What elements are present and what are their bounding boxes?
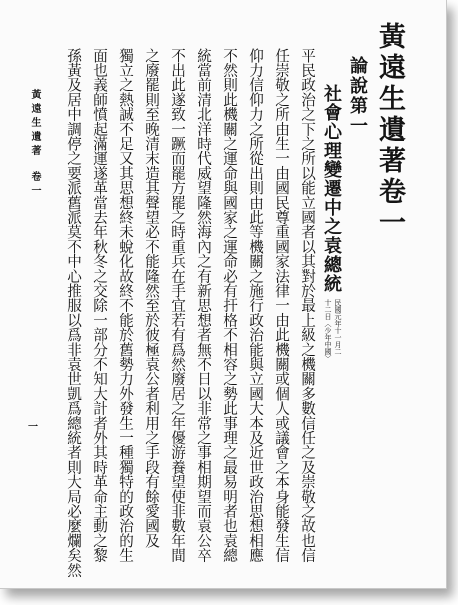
margin-header — [28, 89, 40, 199]
article-title: 社會心理變遷中之袁總統 — [321, 84, 342, 293]
body-line: 不然則此機關之運命與國家之運命必有扞格不相容之勢此事理之最易明者也袁總 — [221, 48, 238, 563]
body-line: 平民政治之下之所以能立國者以其對於最上級之機關多數信任之及崇敬之故也信 — [299, 48, 316, 563]
page-number: 一 — [28, 422, 38, 433]
body-line: 統當前清北洋時代威望隆然海內之有新思想者無不日以非常之事相期望而袁公卒 — [195, 48, 212, 563]
book-title: 黃遠生遺著卷一 — [374, 22, 405, 239]
body-line: 孫黃及居中調停之要派舊派莫不中心推服以爲非袁世凱爲總統者則大局必麼爛矣然 — [65, 48, 82, 578]
body-line: 面也義師憤起滿運遂革當去年秋冬之交除一部分不知大計者外其時革命主動之黎 — [91, 48, 108, 563]
margin-book-name: 黃遠生遺著 — [29, 89, 40, 159]
body-text — [0, 48, 316, 578]
margin-volume: 卷一 — [29, 171, 40, 199]
body-line: 獨立之熱誠不足又其思想終未蛻化故終不能於舊勢力外發生一種獨特的政治的生 — [117, 48, 134, 563]
body-line: 仰力信仰力之所從出則由此等機關之施行政治能與立國大本及近世政治思想相應 — [247, 48, 264, 563]
section-title: 論說第一 — [347, 56, 368, 136]
body-line: 不出此遂致一蹶而罷方罷之時重兵在手宜若有爲然廢居之年優游養望使非數年間 — [169, 48, 186, 563]
article-date-line: 十二日〈少年中國〉 — [324, 299, 332, 362]
body-line: 之廢罷則至晚清末造其聲望必不能隆然至於彼極袁公者利用之手段有餘愛國及 — [143, 48, 160, 548]
body-line: 任崇敬之所由生一由國民尊重國家法律一由此機關或個人或議會之本身能發生信 — [273, 48, 290, 563]
article-date — [323, 299, 342, 362]
article-date-line: 民國元年十一月二 — [334, 299, 342, 355]
